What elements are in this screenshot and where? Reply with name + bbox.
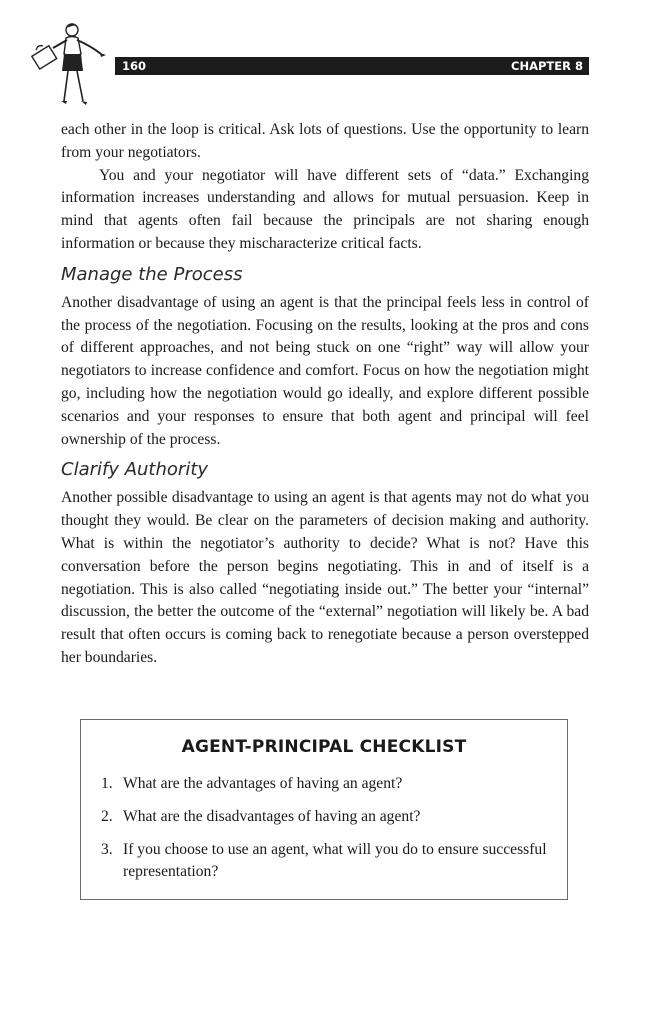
checklist-item-text: What are the advantages of having an agent? — [123, 775, 403, 792]
checklist-list — [101, 773, 551, 894]
body-text — [61, 119, 589, 670]
checklist-item — [101, 839, 551, 883]
checklist-item-text: If you choose to use an agent, what will you do to ensure successful representation? — [123, 841, 547, 880]
checklist-item-number: 3. — [101, 841, 113, 858]
section-heading-manage-process: Manage the Process — [61, 263, 243, 285]
running-header — [115, 57, 589, 75]
section-heading-clarify-authority: Clarify Authority — [61, 459, 209, 481]
paragraph-manage-process: Another disadvantage of using an agent is that the principal feels less in control of the process of the negotiation. Focusing on the results, looking at the pros and cons of different approaches, and not being stuck on one “right” way will allow your negotiators to increase confidence and comfort. Focus on how the negotiation might go, including how the negotiation would go ideally, and explore different possible scenarios and your responses to ensure that both agent and principal will feel ownership of the process. — [61, 293, 589, 448]
paragraph-data-exchange: You and your negotiator will have different sets of “data.” Exchanging information increases understanding and allows for mutual persuasion. Keep in mind that agents often fail because the principals are not sharing enough information or because they mischaracterize critical facts. — [61, 166, 589, 252]
businesswoman-icon — [28, 20, 110, 108]
paragraph-clarify-authority: Another possible disadvantage to using an agent is that agents may not do what you thought they would. Be clear on the parameters of decision making and authority. What is within the negotiator’s authority to decide? What is not? Have this conversation before the person begins negotiating. This in and of itself is a negotiation. This is also called “negotiating inside out.” The better your “internal” discussion, the better the outcome of the “external” negotiation will likely be. A bad result that often occurs is coming back to renegotiate because a person overstepped her boundaries. — [61, 489, 589, 666]
checklist-item-number: 1. — [101, 775, 113, 792]
checklist-item — [101, 773, 551, 795]
page-number: 160 — [122, 59, 147, 73]
checklist-item — [101, 806, 551, 828]
checklist-item-text: What are the disadvantages of having an agent? — [123, 808, 421, 825]
paragraph-continuation: each other in the loop is critical. Ask lots of questions. Use the opportunity to learn from your negotiators. — [61, 121, 589, 161]
checklist-item-number: 2. — [101, 808, 113, 825]
chapter-label: CHAPTER 8 — [511, 59, 583, 73]
checklist-title: AGENT-PRINCIPAL CHECKLIST — [181, 737, 467, 757]
checklist-box — [80, 719, 568, 900]
